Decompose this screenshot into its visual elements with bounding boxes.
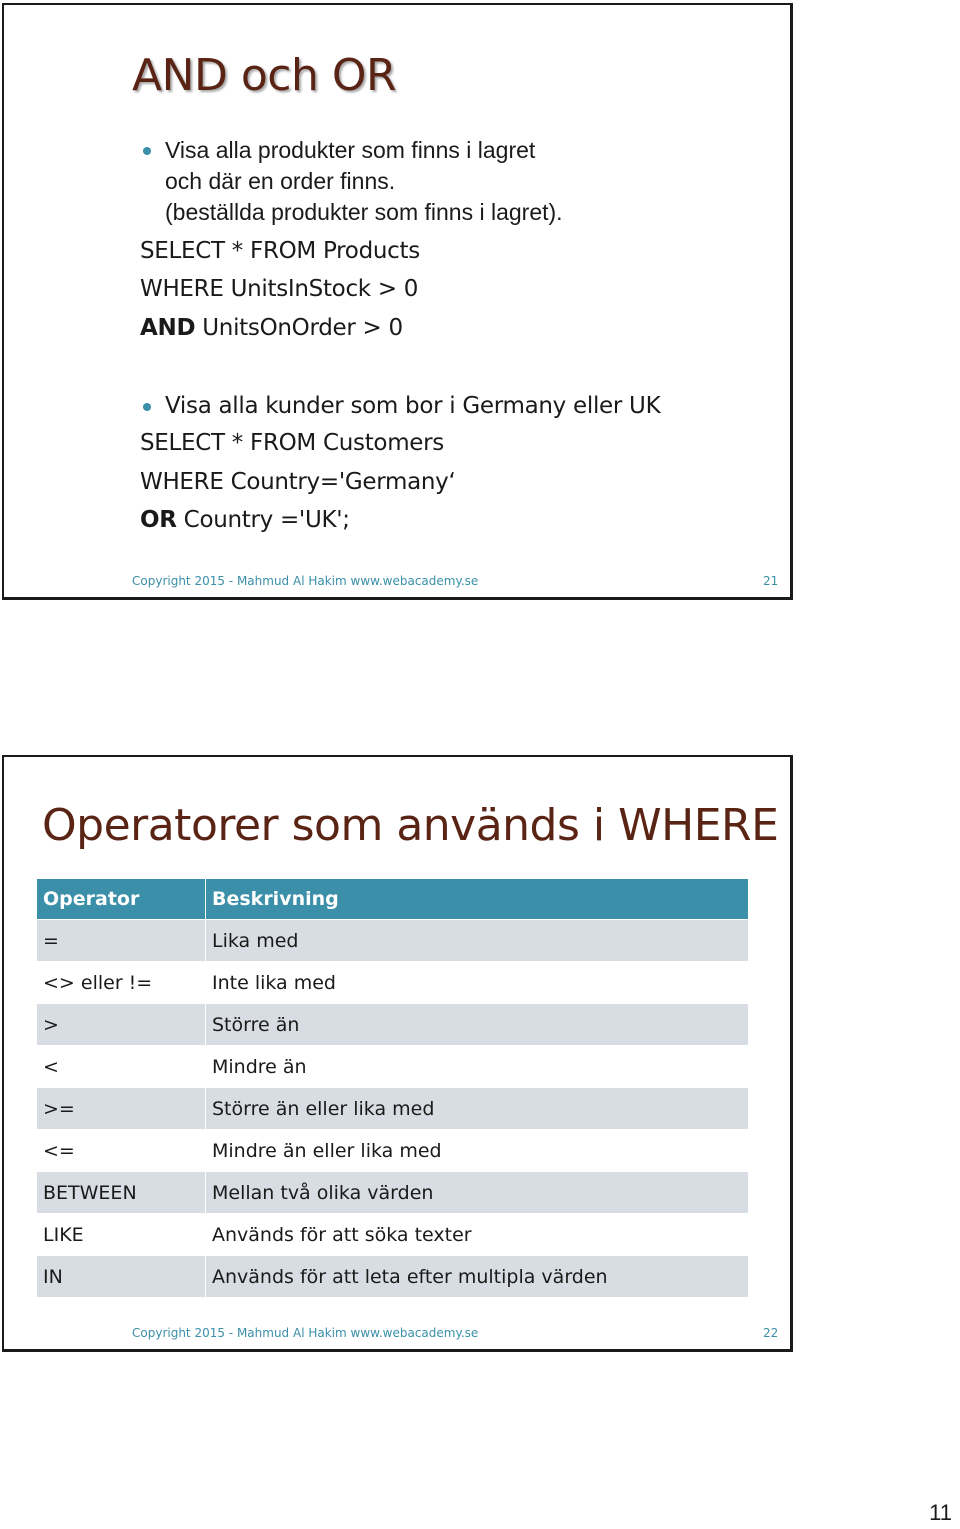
table-row: [37, 1214, 749, 1256]
operators-table: [36, 878, 749, 1298]
description-cell: Mindre än eller lika med: [206, 1130, 749, 1172]
document-page-number: 11: [929, 1500, 952, 1525]
bullet-text-line: och där en order finns.: [165, 168, 396, 194]
operator-cell: <> eller !=: [37, 962, 206, 1004]
description-cell: Mindre än: [206, 1046, 749, 1088]
bullet-dot: [143, 147, 151, 155]
operator-cell: =: [37, 920, 206, 962]
slide-footer: Copyright 2015 - Mahmud Al Hakim www.webacademy.se: [132, 1326, 479, 1340]
operator-cell: >: [37, 1004, 206, 1046]
sql-line: AND UnitsOnOrder > 0: [140, 315, 403, 341]
slide-title: AND och OR: [132, 50, 397, 101]
bullet-text-line: Visa alla produkter som finns i lagret: [165, 137, 536, 163]
table-row: [37, 1046, 749, 1088]
sql-line: WHERE UnitsInStock > 0: [140, 276, 419, 302]
bullet-text-line: (beställda produkter som finns i lagret).: [165, 199, 563, 225]
operator-cell: IN: [37, 1256, 206, 1298]
operator-cell: <=: [37, 1130, 206, 1172]
sql-keyword: AND: [140, 315, 196, 341]
sql-line: WHERE Country='Germany‘: [140, 469, 456, 495]
description-cell: Mellan två olika värden: [206, 1172, 749, 1214]
description-cell: Används för att söka texter: [206, 1214, 749, 1256]
sql-line: SELECT * FROM Products: [140, 238, 420, 264]
table-row: [37, 1088, 749, 1130]
description-cell: Större än: [206, 1004, 749, 1046]
column-header: Operator: [37, 879, 206, 920]
column-header: Beskrivning: [206, 879, 749, 920]
table-row: [37, 962, 749, 1004]
slide-number: 22: [763, 1326, 779, 1340]
sql-line: OR Country ='UK';: [140, 507, 350, 533]
table-row: [37, 1004, 749, 1046]
operator-cell: LIKE: [37, 1214, 206, 1256]
sql-line: SELECT * FROM Customers: [140, 430, 444, 456]
table-row: [37, 1256, 749, 1298]
bullet-text-line: Visa alla kunder som bor i Germany eller UK: [165, 393, 661, 419]
table-row: [37, 1130, 749, 1172]
table-row: [37, 1172, 749, 1214]
slide-title: Operatorer som används i WHERE: [42, 800, 779, 851]
description-cell: Inte lika med: [206, 962, 749, 1004]
bullet-dot: [143, 403, 151, 411]
table-row: [37, 920, 749, 962]
table-header-row: [37, 879, 749, 920]
slide-footer: Copyright 2015 - Mahmud Al Hakim www.webacademy.se: [132, 574, 479, 588]
operator-cell: <: [37, 1046, 206, 1088]
operator-cell: >=: [37, 1088, 206, 1130]
operator-cell: BETWEEN: [37, 1172, 206, 1214]
description-cell: Större än eller lika med: [206, 1088, 749, 1130]
slide-number: 21: [763, 574, 779, 588]
sql-keyword: OR: [140, 507, 177, 533]
description-cell: Används för att leta efter multipla värden: [206, 1256, 749, 1298]
description-cell: Lika med: [206, 920, 749, 962]
